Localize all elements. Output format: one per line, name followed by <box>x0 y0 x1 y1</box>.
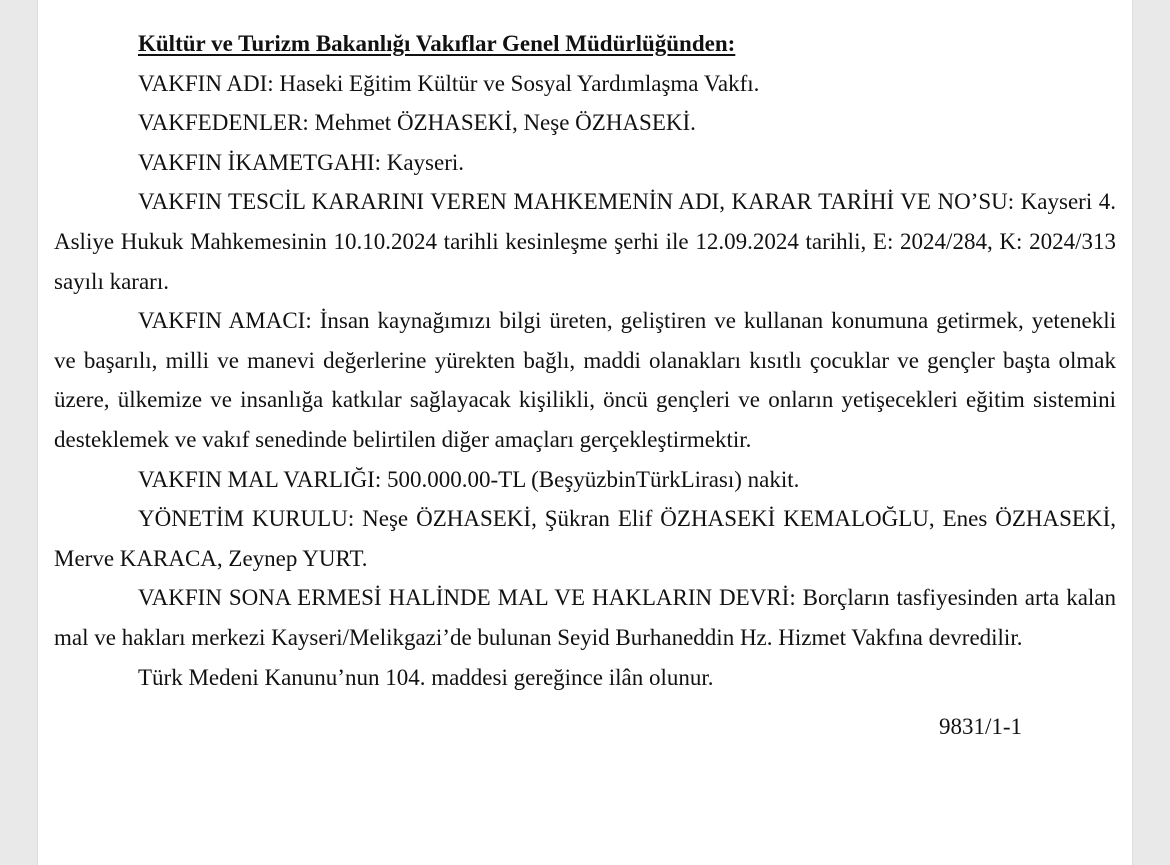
paragraph-board: YÖNETİM KURULU: Neşe ÖZHASEKİ, Şükran Elif ÖZHASEKİ KEMALOĞLU, Enes ÖZHASEKİ, Merve KARACA, Zeynep YURT. <box>54 506 1116 571</box>
paragraph-purpose: VAKFIN AMACI: İnsan kaynağımızı bilgi üreten, geliştiren ve kullanan konumuna getirmek, yetenekli ve başarılı, milli ve manevi değerlerine yürekten bağlı, maddi olanakları kısıtlı çocuklar ve gençler başta olmak üzere, ülkemize ve insanlığa katkılar sağlayacak kişilikli, öncü gençleri ve onların yetişecekleri eğitim sistemini desteklemek ve vakıf senedinde belirtilen diğer amaçları gerçekleştirmektir. <box>54 308 1116 452</box>
paragraph-founders: VAKFEDENLER: Mehmet ÖZHASEKİ, Neşe ÖZHASEKİ. <box>138 110 696 136</box>
document-heading: Kültür ve Turizm Bakanlığı Vakıflar Genel Müdürlüğünden: <box>138 31 736 56</box>
paragraph-assets: VAKFIN MAL VARLIĞI: 500.000.00-TL (BeşyüzbinTürkLirası) nakit. <box>138 466 800 492</box>
paragraph-foundation-name: VAKFIN ADI: Haseki Eğitim Kültür ve Sosyal Yardımlaşma Vakfı. <box>138 70 760 96</box>
reference-number: 9831/1-1 <box>938 714 1022 740</box>
document-page <box>38 0 1132 865</box>
paragraph-residence: VAKFIN İKAMETGAHI: Kayseri. <box>138 149 465 175</box>
paragraph-announcement: Türk Medeni Kanunu’nun 104. maddesi gereğince ilân olunur. <box>138 664 714 690</box>
document-body <box>54 24 1116 747</box>
paragraph-court-decision: VAKFIN TESCİL KARARINI VEREN MAHKEMENİN ADI, KARAR TARİHİ VE NO’SU: Kayseri 4. Asliye Hukuk Mahkemesinin 10.10.2024 tarihli kesinleşme şerhi ile 12.09.2024 tarihli, E: 2024/284, K: 2024/313 sayılı kararı. <box>54 189 1116 294</box>
paragraph-dissolution: VAKFIN SONA ERMESİ HALİNDE MAL VE HAKLARIN DEVRİ: Borçların tasfiyesinden arta kalan mal ve hakları merkezi Kayseri/Melikgazi’de bulunan Seyid Burhaneddin Hz. Hizmet Vakfına devredilir. <box>54 585 1116 650</box>
